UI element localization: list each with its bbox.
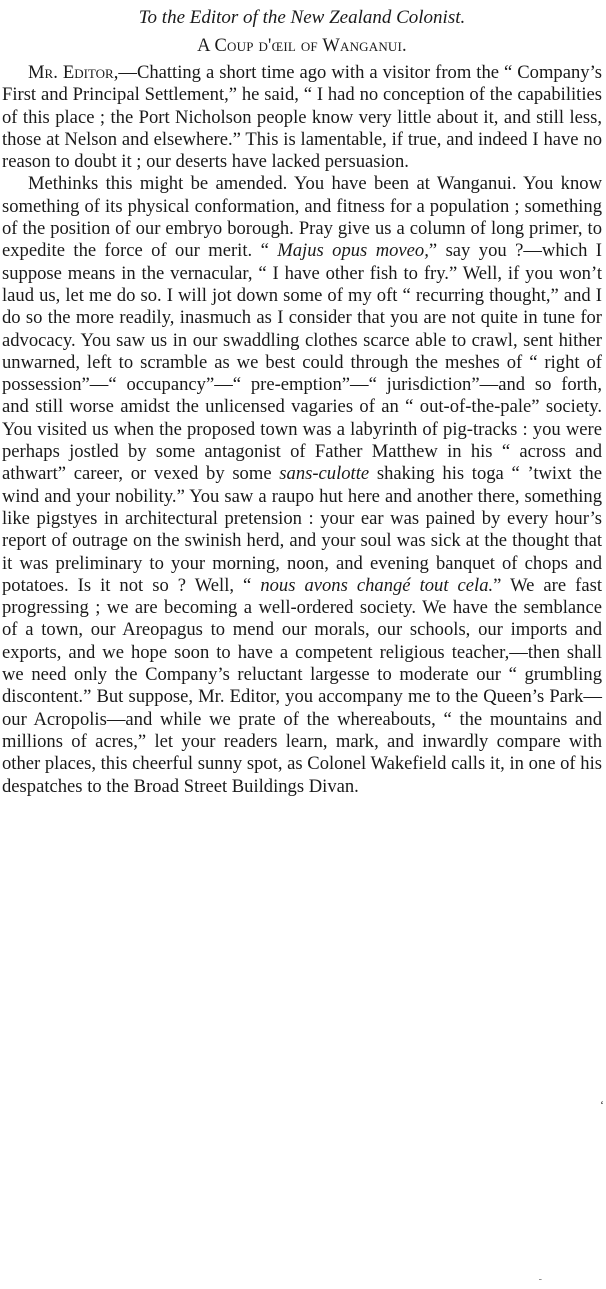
- french-quote: nous avons changé tout cela.: [260, 574, 494, 596]
- sans-culotte-term: sans-culotte: [279, 463, 370, 485]
- letter-header: To the Editor of the New Zealand Colonist.: [138, 7, 466, 28]
- paragraph-1-text: —Chatting a short time ago with a visitor from the “ Company’s First and Principal Settlement,” he said, “ I had no conception of the capabilities of this place ; the Port Nicholson people know very little about it, and still less, those at Nelson and elsewhere.” This is lamentable, if true, and indeed I have no reason to doubt it ; our deserts have lacked persuasion.: [2, 62, 602, 173]
- paragraph-2-text-2: ” say you ?—which I suppose means in the vernacular, “ I have other fish to fry.” Well, if you won’t laud us, let me do so. I will jot down some of my oft “ recurring thought,” and I do so the more readily, inasmuch as I consider that you are not quite in tune for advocacy. You saw us in our swaddling clothes scarce able to crawl, sent hither unwarned, left to scramble as we best could through the meshes of “ right of possession”—“ occupancy”—“ pre-emption”—“ jurisdiction”—and so forth, and still worse amidst the unlicensed vagaries of an “ out-of-the-pale” society. You visited us when the proposed town was a labyrinth of pig-tracks : you were perhaps jostled by some antagonist of Father Matthew in his “ across and athwart” career, or vexed by some: [2, 240, 602, 485]
- paragraph-2: [2, 173, 602, 797]
- paragraph-1: [2, 62, 602, 173]
- article-body: [2, 62, 602, 798]
- paragraph-2-text-4: ” We are fast progressing ; we are becoming a well-ordered society. We have the semblance of a town, our Areopagus to mend our morals, our schools, our imports and exports, and we hope soon to have a competent religious teacher,—then shall we need only the Company’s reluctant largesse to moderate our “ grumbling discontent.” But suppose, Mr. Editor, you accompany me to the Queen’s Park—our Acropolis—and while we prate of the whereabouts, “ the mountains and millions of acres,” let your readers learn, mark, and inwardly compare with other places, this cheerful sunny spot, as Colonel Wakefield calls it, in one of his despatches to the Broad Street Buildings Divan.: [2, 574, 602, 797]
- article-title: A Coup d'œil of Wanganui.: [197, 36, 407, 56]
- latin-quote: Majus opus moveo,: [277, 240, 429, 262]
- paragraph-2-text-3: shaking his toga “ ’twixt the wind and your nobility.” You saw a raupo hut here and another there, something like pigstyes in architectural pretension : your ear was pained by every hour’s report of outrage on the swinish herd, and your soul was sick at the thought that it was preliminary to your morning, noon, and evening banquet of chops and potatoes. Is it not so ? Well, “: [2, 463, 602, 596]
- salutation: Mr. Editor,: [28, 62, 119, 83]
- margin-mark: ‘: [600, 1098, 604, 1112]
- paragraph-2-text-1: Methinks this might be amended. You have been at Wanganui. You know something of its physical conformation, and fitness for a population ; something of the position of our embryo borough. Pray give us a column of long primer, to expedite the force of our merit. “: [2, 173, 602, 262]
- stray-mark: -: [538, 1274, 542, 1285]
